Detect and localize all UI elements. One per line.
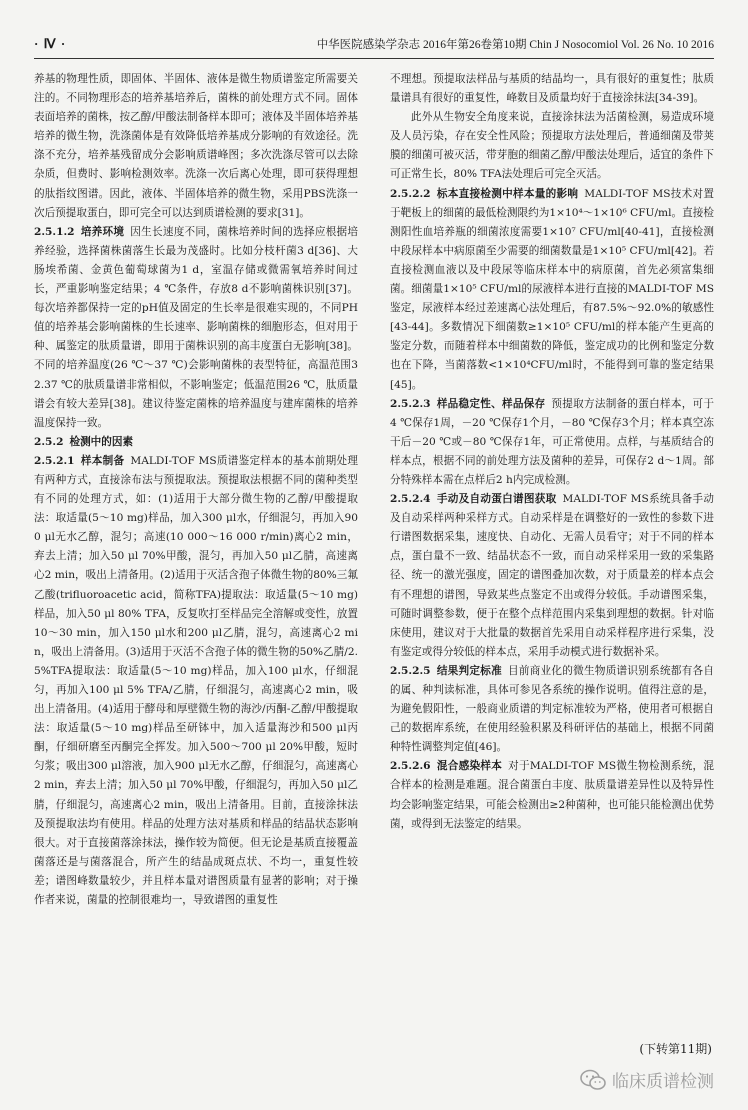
section-text: 目前商业化的微生物质谱识别系统都有各自的属、种判读标准，具体可参见各系统的操作说明。值得注意的是，为避免假阳性，一般商业质谱的判定标准较为严格，使用者可根据自己的数据库系统，在使用经验积累及科研评估的基础上，根据不同菌种特性调整判定值[46]。 (390, 664, 715, 754)
section-title: 结果判定标准 (436, 664, 502, 677)
section-title: 检测中的因素 (69, 435, 134, 448)
section-2-5-2-5 (390, 662, 714, 757)
section-number: 2.5.2.6 (390, 760, 431, 773)
section-text: MALDI-TOF MS系统具备手动及自动采样两种采样方式。自动采样是在调整好的一致性的参数下进行谱图数据采集，速度快、自动化、无需人员看守；对于不同的样本点，蛋白量不一致、结晶状态不一致，而自动采样采用一致的采集路径、统一的激光强度，固定的谱图叠加次数，对于质量差的样本点会有不理想的谱图，导致某些点鉴定不出或得分较低。手动谱图采集，可随时调整参数，便于在整个点样范围内采集到理想的数据。针对临床使用，建议对于大批量的数据首先采用自动采样程序进行采集，没有鉴定或得分较低的样本点，采用手动模式进行数据补采。 (390, 493, 714, 658)
left-column (34, 70, 358, 910)
section-2-5-2-3 (390, 395, 714, 490)
wechat-icon (580, 1069, 606, 1091)
section-number: 2.5.2.4 (390, 493, 431, 506)
section-title: 样本制备 (80, 454, 125, 467)
watermark (580, 1067, 714, 1092)
section-title: 标本直接检测中样本量的影响 (436, 187, 579, 200)
section-text: MALDI-TOF MS技术对置于靶板上的细菌的最低检测限约为1×10⁴～1×10⁶ CFU/ml。直接检测阳性血培养瓶的细菌浓度需要1×10⁷ CFU/ml[40-41]，直接检测中段尿样本中病原菌至少需要的细菌数量是1×10⁵ CFU/ml[42]。若直接检测血液以及中段尿等临床样本中的病原菌，首先必须富集细菌。细菌量1×10⁵ CFU/ml的尿液样本进行直接的MALDI-TOF MS鉴定，尿液样本经过差速离心法处理后，有87.5%～92.0%的敏感性[43-44]。多数情况下细菌数≥1×10⁵ CFU/ml的样本能产生更高的鉴定分数，而随着样本中细菌数的降低，鉴定成功的比例和鉴定分数也在下降，当菌落数<1×10⁴CFU/ml时，不能得到可靠的鉴定结果[45]。 (390, 187, 714, 391)
section-number: 2.5.2.3 (390, 397, 431, 410)
page-number: · Ⅳ · (34, 36, 67, 51)
section-2-5-2-1 (34, 452, 358, 910)
section-number: 2.5.2.1 (34, 454, 75, 467)
section-2-5-2-6 (390, 757, 714, 833)
paragraph: 不理想。预提取法样品与基质的结晶均一，具有很好的重复性；肽质量谱具有很好的重复性，峰数目及质量均好于直接涂抹法[34-39]。 (390, 73, 714, 105)
running-header (34, 30, 714, 59)
section-text: 因生长速度不同，菌株培养时间的选择应根据培养经验，选择菌株菌落生长最为茂盛时。比如分枝杆菌3 d[36]、大肠埃希菌、金黄色葡萄球菌为1 d，室温存储或微需氧培养时间过长，严重影响鉴定结果；4 ℃条件，存放8 d不影响菌株识别[37]。每次培养都保持一定的pH值及固定的生长率是很难实现的，不同PH值的培养基会影响菌株的生长速率、影响菌株的细胞形态，但对用于种、属鉴定的肽质量谱，即用于菌株识别的高丰度蛋白无影响[38]。不同的培养温度(26 ℃～37 ℃)会影响菌株的表型特征，高温范围32.37 ℃的肽质量谱非常相似，不影响鉴定；低温范围26 ℃，肽质量谱会有较大差异[38]。建议待鉴定菌株的培养温度与建库菌株的培养温度保持一致。 (34, 225, 359, 429)
journal-title: 中华医院感染学杂志 2016年第26卷第10期 Chin J Nosocomiol Vol. 26 No. 10 2016 (316, 39, 714, 51)
paragraph: 养基的物理性质，即固体、半固体、液体是微生物质谱鉴定所需要关注的。不同物理形态的培养基培养后，菌株的前处理方式不同。固体表面培养的菌株，按乙醇/甲酸法制备样本即可；液体及半固体培养基培养的微生物，洗涤菌体是有效降低培养基成分影响的有效途径。洗涤不充分，培养基残留成分会影响质谱峰图；多次洗涤尽管可以去除杂质，但费时、影响检测效率。洗涤一次后离心处理，即可获得理想的肽指纹图谱。因此，液体、半固体培养的微生物，采用PBS洗涤一次后预提取蛋白，即可完全可以达到质谱检测的要求[31]。 (34, 73, 358, 219)
section-title: 手动及自动蛋白谱图获取 (436, 493, 557, 506)
section-text: MALDI-TOF MS质谱鉴定样本的基本前期处理有两种方式，直接涂布法与预提取法。预提取法根据不同的菌种类型有不同的处理方式，如：(1)适用于大部分微生物的乙醇/甲酸提取法：取适量(5～10 mg)样品，加入300 μl水，仔细混匀，再加入900 μl无水乙醇，混匀；高速(10 000～16 000 r/min)离心2 min，弃去上清；加入50 μl 70%甲酸，混匀，再加入50 μl乙腈，高速离心2 min，吸出上清备用。(2)适用于灭活含孢子体微生物的80%三氟乙酸(trifluoroacetic acid，简称TFA)提取法：取适量(5～10 mg)样品，加入50 μl 80% TFA，反复吹打至样品完全溶解或变性，放置10～30 min，加入150 μl水和200 μl乙腈，混匀，高速离心2 min，吸出上清备用。(3)适用于灭活不含孢子体的微生物的50%乙腈/2.5%TFA提取法：取适量(5～10 mg)样品，加入100 μl水，仔细混匀，再加入100 μl 5% TFA/乙腈，仔细混匀，高速离心2 min，吸出上清备用。(4)适用于酵母和厚壁微生物的海沙/丙酮-乙醇/甲酸提取法：取适量(5～10 mg)样品至研钵中，加入适量海沙和500 μl丙酮，仔细研磨至丙酮完全挥发。加入500～700 μl 20%甲酸，短时匀浆；吸出300 μl溶液，加入900 μl无水乙醇，仔细混匀，高速离心2 min，弃去上清；加入50 μl 70%甲酸，仔细混匀，再加入50 μl乙腈，仔细混匀，高速离心2 min，吸出上清备用。目前，直接涂抹法及预提取法均有使用。样品的处理方法对基质和样品的结晶状态影响很大。对于直接菌落涂抹法，操作较为简便。但无论是基质直接覆盖菌落还是与菌落混合，所产生的结晶成斑点状、不均一，重复性较差；谱图峰数量较少，并且样本量对谱图质量有显著的影响；对于操作者来说，菌量的控制很难均一，导致谱图的重复性 (34, 454, 358, 907)
continued-note: (下转第11期) (639, 1042, 712, 1056)
section-number: 2.5.2 (34, 435, 64, 448)
section-number: 2.5.2.5 (390, 664, 431, 677)
right-column (390, 70, 714, 834)
section-title: 样品稳定性、样品保存 (436, 397, 546, 410)
paragraph: 此外从生物安全角度来说，直接涂抹法为活菌检测，易造成环境及人员污染，存在安全性风险；预提取方法处理后，普通细菌及带荚膜的细菌可被灭活，带芽胞的细菌乙醇/甲酸法处理后，适宜的条件下可正常生长，80% TFA法处理后可完全灭活。 (390, 111, 714, 181)
section-number: 2.5.1.2 (34, 225, 75, 238)
watermark-text: 临床质谱检测 (612, 1072, 714, 1092)
section-title: 混合感染样本 (436, 760, 503, 773)
section-title: 培养环境 (80, 225, 125, 238)
section-text: 对于MALDI-TOF MS微生物检测系统，混合样本的检测是难题。混合菌蛋白丰度、肽质量谱差异性以及特异性均会影响鉴定结果，可能会检测出≥2种菌种，也可能只能检测出优势菌，或得到无法鉴定的结果。 (390, 760, 714, 830)
section-text: 预提取方法制备的蛋白样本，可于4 ℃保存1周，－20 ℃保存1个月，－80 ℃保存3个月；样本真空冻干后－20 ℃或－80 ℃保存1年，可正常使用。点样，与基质结合的样本点，根据不同的前处理方法及菌种的差异，可保存2 d～1周。部分特殊样本需在点样后2 h内完成检测。 (390, 397, 715, 486)
section-2-5-2-4 (390, 490, 714, 662)
section-2-5-2-2 (390, 185, 714, 395)
section-2-5-1-2 (34, 223, 358, 433)
section-number: 2.5.2.2 (390, 187, 431, 200)
section-2-5-2-heading (34, 433, 358, 452)
